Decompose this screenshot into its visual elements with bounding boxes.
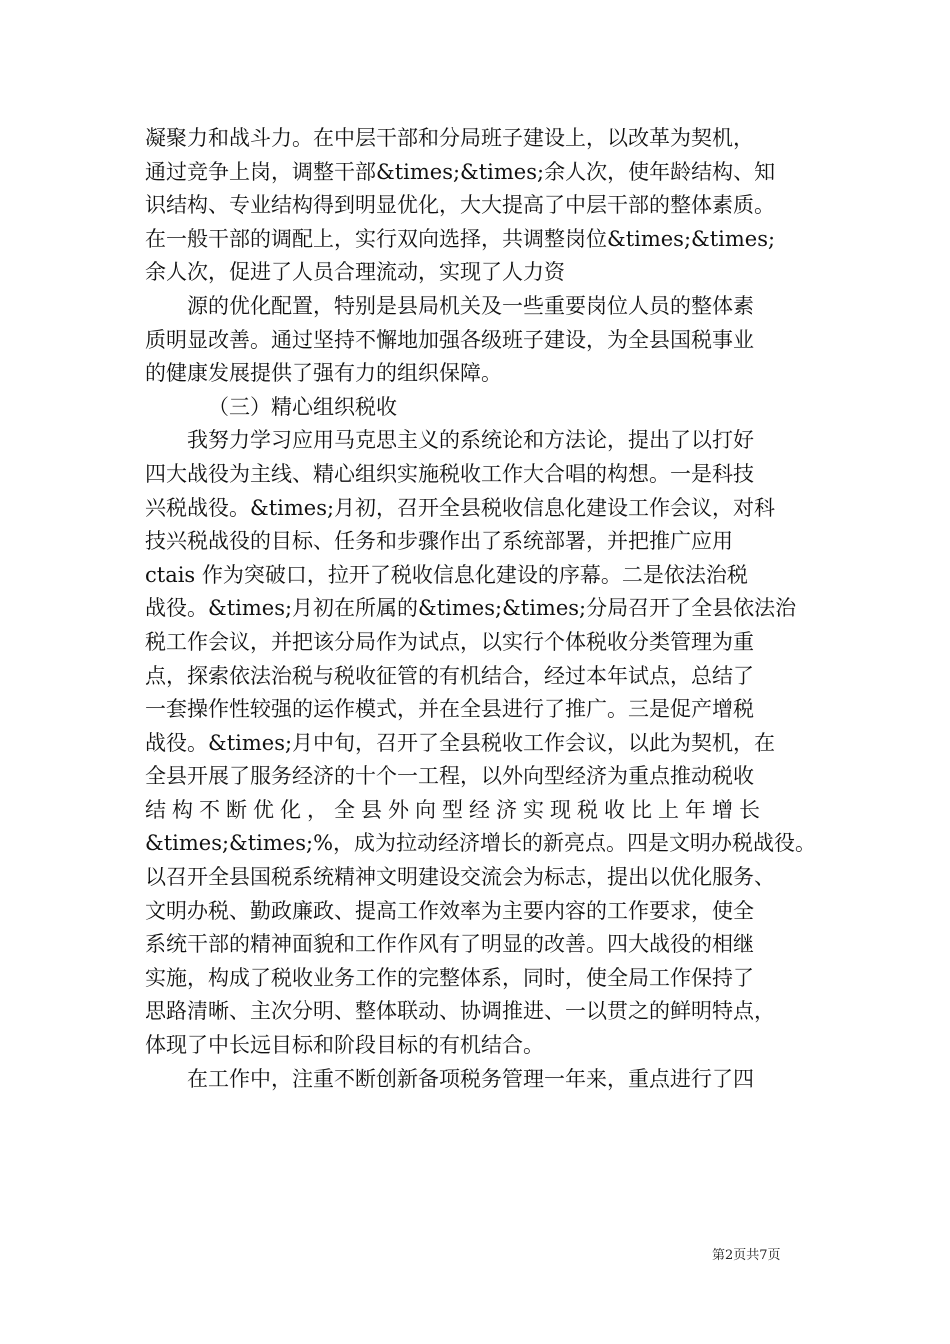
text-line: 思路清晰、主次分明、整体联动、协调推进、一以贯之的鲜明特点， [145,999,775,1024]
text-line: 凝聚力和战斗力。在中层干部和分局班子建设上，以改革为契机， [145,126,754,150]
text-line: 文明办税、勤政廉政、提高工作效率为主要内容的工作要求，使全 [145,898,754,923]
text-line: 通过竞争上岗，调整干部&times;&times;余人次，使年龄结构、知 [145,159,776,184]
text-line: 在工作中，注重不断创新备项税务管理一年来，重点进行了四 [187,1066,754,1091]
text-line: &times;&times;%，成为拉动经济增长的新亮点。四是文明办税战役。 [145,831,817,856]
body-text [145,122,820,1096]
text-line: 点，探索依法治税与税收征管的有机结合，经过本年试点，总结了 [145,663,754,688]
text-line: 的健康发展提供了强有力的组织保障。 [145,361,502,386]
text-line: 战役。&times;月初在所属的&times;&times;分局召开了全县依法治 [145,596,797,621]
text-line: 源的优化配置，特别是县局机关及一些重要岗位人员的整体素 [187,293,754,318]
text-line: 实施，构成了税收业务工作的完整体系，同时，使全局工作保持了 [145,965,754,990]
text-line: 结构不断优化，全县外向型经济实现税收比上年增长 [145,797,766,822]
text-line: 体现了中长远目标和阶段目标的有机结合。 [145,1033,544,1058]
text-line: 以召开全县国税系统精神文明建设交流会为标志，提出以优化服务、 [145,865,775,890]
text-line: 系统干部的精神面貌和工作作风有了明显的改善。四大战役的相继 [145,932,754,957]
text-line: 一套操作性较强的运作模式，并在全县进行了推广。三是促产增税 [145,697,754,722]
text-line: ctais 作为突破口，拉开了税收信息化建设的序幕。二是依法治税 [145,562,748,587]
page-number: 第2页共7页 [712,1248,781,1263]
text-line: 技兴税战役的目标、任务和步骤作出了系统部署，并把推广应用 [145,529,733,554]
text-line: 全县开展了服务经济的十个一工程，以外向型经济为重点推动税收 [145,764,754,789]
text-line: 余人次，促进了人员合理流动，实现了人力资 [145,260,565,285]
text-line: 识结构、专业结构得到明显优化，大大提高了中层干部的整体素质。 [145,193,775,218]
text-line: 四大战役为主线、精心组织实施税收工作大合唱的构想。一是科技 [145,461,754,486]
text-line: 质明显改善。通过坚持不懈地加强各级班子建设，为全县国税事业 [145,327,754,352]
text-line: 兴税战役。&times;月初，召开全县税收信息化建设工作会议，对科 [145,495,776,520]
section-heading: （三）精心组织税收 [208,394,397,419]
text-line: 税工作会议，并把该分局作为试点，以实行个体税收分类管理为重 [145,629,754,654]
text-line: 在一般干部的调配上，实行双向选择，共调整岗位&times;&times; [145,226,776,251]
text-line: 我努力学习应用马克思主义的系统论和方法论，提出了以打好 [187,428,754,453]
text-line: 战役。&times;月中旬，召开了全县税收工作会议，以此为契机，在 [145,730,776,755]
